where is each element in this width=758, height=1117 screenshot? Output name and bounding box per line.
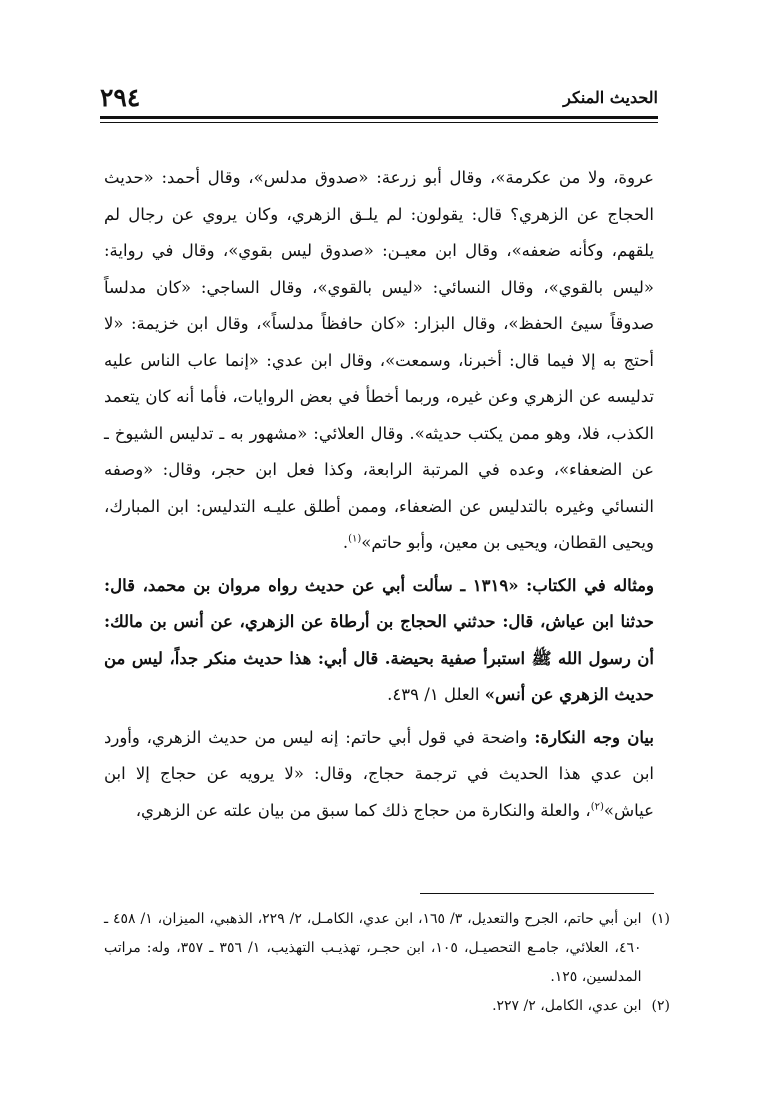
paragraph-end: . (342, 533, 349, 552)
paragraph-text: عروة، ولا من عكرمة»، وقال أبو زرعة: «صدوق مدلس»، وقال أحمد: «حديث الحجاج عن الزهري؟ قال: يقولون: لم يلـق الزهري، وكان يروي عن رجال لم يلقهم، وكأنه ضعفه»، وقال ابن معيـن: «صدوق ليس بقوي»، وقال في رواية: «ليس بالقوي»، وقال النسائي: «ليس بالقوي»، وقال الساجي: «كان مدلساً صدوقاً سيئ الحفظ»، وقال البزار: «كان حافظاً مدلساً»، وقال ابن خزيمة: «لا أحتج به إلا فيما قال: أخبرنا، وسمعت»، وقال ابن عدي: «إنما عاب الناس عليه تدليسه عن الزهري وعن غيره، وربما أخطأ في بعض الروايات، فأما أنه كان يتعمد الكذب، فلا، وهو ممن يكتب حديثه». وقال العلائي: «مشهور به ـ تدليس الشيوخ ـ عن الضعفاء»، وعده في المرتبة الرابعة، وكذا فعل ابن حجر، وقال: «وصفه النسائي وغيره بالتدليس عن الضعفاء، وممن أطلق عليـه التدليس: ابن المبارك، ويحيى القطان، ويحيى بن معين، وأبو حاتم» (104, 168, 654, 552)
running-header (100, 82, 658, 112)
example-text: «١٣١٩ ـ سألت أبي عن حديث رواه مروان بن محمد، قال: حدثنا ابن عياش، قال: حدثني الحجاج بن أرطاة عن الزهري، عن أنس بن مالك: أن رسول الله ﷺ استبرأ صفية بحيضة. قال أبي: هذا حديث منكر جداً، ليس من حديث الزهري عن أنس» (104, 575, 654, 704)
footnote-number: (١) (651, 911, 670, 927)
paragraph-narrator-criticism (104, 160, 654, 562)
footnote-text: ابن أبي حاتم، الجرح والتعديل، ٣/ ١٦٥، ابن عدي، الكامـل، ٢/ ٢٢٩، الذهبي، الميزان، ١/ ٤٥٨ ـ ٤٦٠، العلائي، جامـع التحصيـل، ١٠٥، ابن حجـر، تهذيـب التهذيب، ١/ ٣٥٦ ـ ٣٥٧، وله: مراتب المدلسين، ١٢٥. (104, 911, 642, 985)
footnotes (104, 905, 670, 1021)
footnote-number: (٢) (651, 998, 670, 1014)
explanation-end: ، والعلة والنكارة من حجاج ذلك كما سبق من بيان علته عن الزهري، (135, 800, 591, 820)
explanation-text: واضحة في قول أبي حاتم: إنه ليس من حديث الزهري، وأورد ابن عدي هذا الحديث في ترجمة حجاج، وقال: «لا يرويه عن حجاج إلا ابن عياش» (104, 727, 654, 820)
explanation-heading: بيان وجه النكارة: (534, 727, 654, 747)
header-rule-thick (100, 116, 658, 119)
footnote-ref-2: (٢) (590, 801, 604, 812)
paragraph-example (104, 568, 654, 714)
header-rule-thin (100, 122, 658, 123)
footnote-ref-1: (١) (348, 533, 362, 545)
example-source: العلل ١/ ٤٣٩. (387, 685, 485, 704)
running-title: الحديث المنكر (563, 87, 658, 107)
footnote-text: ابن عدي، الكامل، ٢/ ٢٢٧. (492, 998, 642, 1014)
footnote-item (104, 905, 670, 992)
footnote-separator (420, 893, 654, 894)
page-number: ٢٩٤ (100, 82, 141, 112)
footnote-item (104, 992, 670, 1021)
example-heading: ومثاله في الكتاب: (526, 575, 654, 595)
main-text (104, 160, 654, 829)
paragraph-explanation (104, 720, 654, 830)
